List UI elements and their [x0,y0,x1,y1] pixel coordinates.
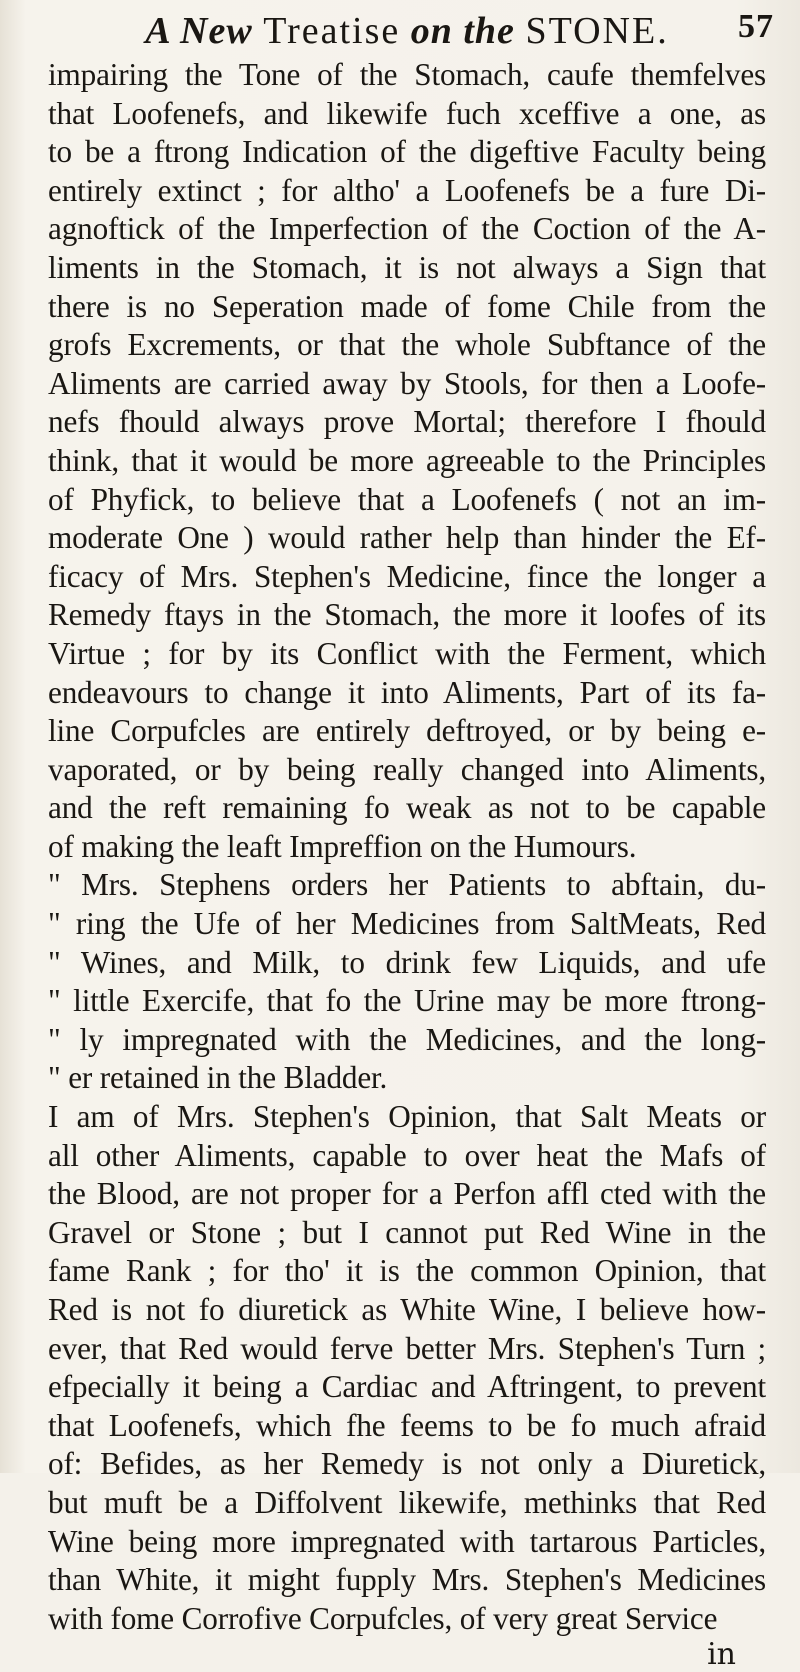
text-line: Remedy ftays in the Stomach, the more it loofes of its [48,597,766,633]
text-line: liments in the Stomach, it is not always a Sign that [48,249,766,285]
text-line: " little Exercife, that fo the Urine may be more ftrong- [48,983,766,1019]
text-line: efpecially it being a Cardiac and Aftringent, to prevent [48,1369,766,1405]
text-line: all other Aliments, capable to over heat the Mafs of [48,1137,766,1173]
text-line: nefs fhould always prove Mortal; therefore I fhould [48,404,766,440]
text-line: Gravel or Stone ; but I cannot put Red Wine in the [48,1214,766,1250]
text-line: " Wines, and Milk, to drink few Liquids, and ufe [48,944,766,980]
header-title-treatise: Treatise [263,10,401,52]
text-line: " Mrs. Stephens orders her Patients to abftain, du- [48,867,766,903]
text-line: to be a ftrong Indication of the digeftive Faculty being [48,134,766,170]
header-title-on-the: on the [410,10,515,52]
text-line: ficacy of Mrs. Stephen's Medicine, fince the longer a [48,558,766,594]
text-line: of making the leaft Impreffion on the Humours. [48,828,637,864]
text-line: entirely extinct ; for altho' a Loofenefs be a fure Di- [48,172,766,208]
text-line: Virtue ; for by its Conflict with the Ferment, which [48,635,766,671]
text-line: fame Rank ; for tho' it is the common Opinion, that [48,1253,766,1289]
text-line: line Corpufcles are entirely deftroyed, or by being e- [48,713,766,749]
header-title-italic: A New [145,10,253,52]
text-line: of Phyfick, to believe that a Loofenefs ( not an im- [48,481,766,517]
text-line: " ring the Ufe of her Medicines from SaltMeats, Red [48,906,766,942]
catchword: in [707,1637,736,1672]
text-line: impairing the Tone of the Stomach, caufe themfelves [48,57,766,92]
text-line: with fome Corrofive Corpufcles, of very great Service [48,1600,718,1636]
text-line: grofs Excrements, or that the whole Subftance of the [48,327,766,363]
text-line: agnoftick of the Imperfection of the Coction of the A- [48,211,766,247]
running-header [48,6,774,56]
text-line: moderate One ) would rather help than hinder the Ef- [48,520,766,556]
text-line: Aliments are carried away by Stools, for then a Loofe- [48,365,766,401]
text-line: endeavours to change it into Aliments, Part of its fa- [48,674,766,710]
text-line: that Loofenefs, which fhe feems to be fo much afraid [48,1407,766,1443]
text-line: of: Befides, as her Remedy is not only a Diuretick, [48,1446,766,1482]
text-line: but muft be a Diffolvent likewife, methinks that Red [48,1484,766,1520]
text-line: " er retained in the Bladder. [48,1060,388,1096]
page-number: 57 [738,8,774,45]
text-line: the Blood, are not proper for a Perfon affl cted with the [48,1176,766,1212]
text-line: " ly impregnated with the Medicines, and the long- [48,1021,766,1057]
text-line: Red is not fo diuretick as White Wine, I believe how- [48,1292,766,1327]
body-text [48,56,766,1638]
text-line: and the reft remaining fo weak as not to be capable [48,790,766,826]
text-line: than White, it might fupply Mrs. Stephen's Medicines [48,1562,766,1598]
text-line: Wine being more impregnated with tartarous Particles, [48,1523,766,1559]
text-line: think, that it would be more agreeable to the Principles [48,442,766,478]
text-line: I am of Mrs. Stephen's Opinion, that Salt Meats or [48,1099,766,1135]
text-line: there is no Seperation made of fome Chile from the [48,288,766,324]
text-line: ever, that Red would ferve better Mrs. Stephen's Turn ; [48,1330,766,1366]
text-line: that Loofenefs, and likewife fuch xceffive a one, as [48,95,766,131]
header-title-stone: STONE. [525,10,669,52]
text-line: vaporated, or by being really changed into Aliments, [48,751,766,787]
